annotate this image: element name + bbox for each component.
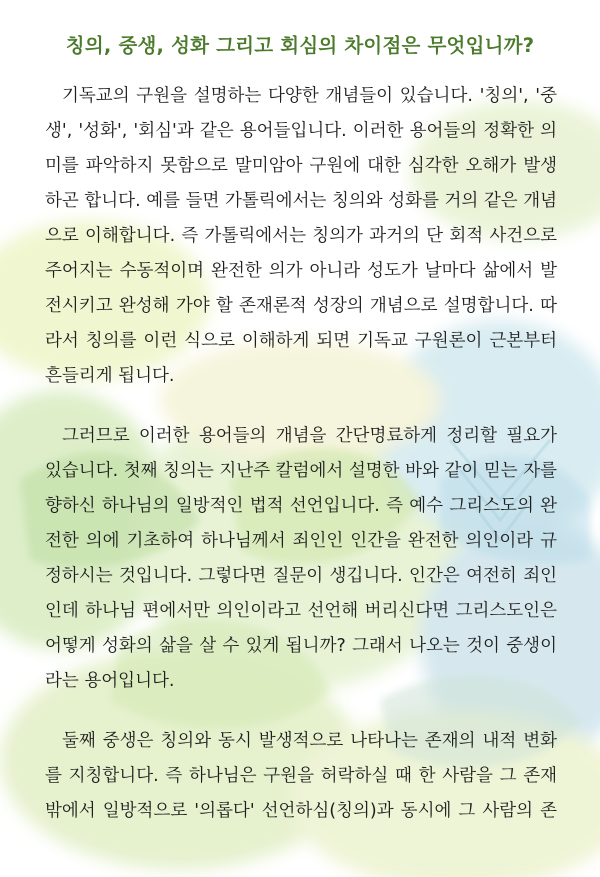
text-line: 있습니다. 첫째 칭의는 지난주 칼럼에서 설명한 바와 같이 믿는 자를 — [45, 461, 558, 481]
text-line: 라서 칭의를 이런 식으로 이해하게 되면 기독교 구원론이 근본부터 — [45, 331, 557, 351]
text-line: 주어지는 수동적이며 완전한 의가 아니라 성도가 날마다 삶에서 발 — [45, 261, 557, 281]
text-line: 둘째 중생은 칭의와 동시 발생적으로 나타나는 존재의 내적 변화 — [62, 731, 557, 751]
text-line: 전시키고 완성해 가야 할 존재론적 성장의 개념으로 설명합니다. 따 — [45, 296, 557, 316]
text-line: 그러므로 이러한 용어들의 개념을 간단명료하게 정리할 필요가 — [62, 426, 557, 446]
page-title: 칭의, 중생, 성화 그리고 회심의 차이점은 무엇입니까? — [65, 34, 535, 57]
text-line: 기독교의 구원을 설명하는 다양한 개념들이 있습니다. '칭의', '중 — [62, 86, 557, 106]
text-line: 어떻게 성화의 삶을 살 수 있게 됩니까? 그래서 나오는 것이 중생이 — [45, 636, 557, 656]
text-line: 정하시는 것입니다. 그렇다면 질문이 생깁니다. 인간은 여전히 죄인 — [45, 566, 557, 586]
text-line: 인데 하나님 편에서만 의인이라고 선언해 버리신다면 그리스도인은 — [45, 601, 557, 621]
text-line: 라는 용어입니다. — [45, 671, 175, 691]
text-line: 밖에서 일방적으로 '의롭다' 선언하심(칭의)과 동시에 그 사람의 존 — [45, 801, 557, 821]
text-line: 흔들리게 됩니다. — [45, 366, 175, 386]
text-line: 향하신 하나님의 일방적인 법적 선언입니다. 즉 예수 그리스도의 완 — [45, 496, 557, 516]
text-line: 으로 이해합니다. 즉 가톨릭에서는 칭의가 과거의 단 회적 사건으로 — [45, 226, 557, 246]
text-line: 생', '성화', '회심'과 같은 용어들입니다. 이러한 용어들의 정확한 의 — [45, 121, 557, 141]
text-line: 미를 파악하지 못함으로 말미암아 구원에 대한 심각한 오해가 발생 — [45, 156, 557, 176]
text-line: 하곤 합니다. 예를 들면 가톨릭에서는 칭의와 성화를 거의 같은 개념 — [45, 191, 558, 211]
text-line: 전한 의에 기초하여 하나님께서 죄인인 인간을 완전한 의인이라 규 — [45, 531, 557, 551]
text-line: 를 지칭합니다. 즉 하나님은 구원을 허락하실 때 한 사람을 그 존재 — [45, 766, 557, 786]
